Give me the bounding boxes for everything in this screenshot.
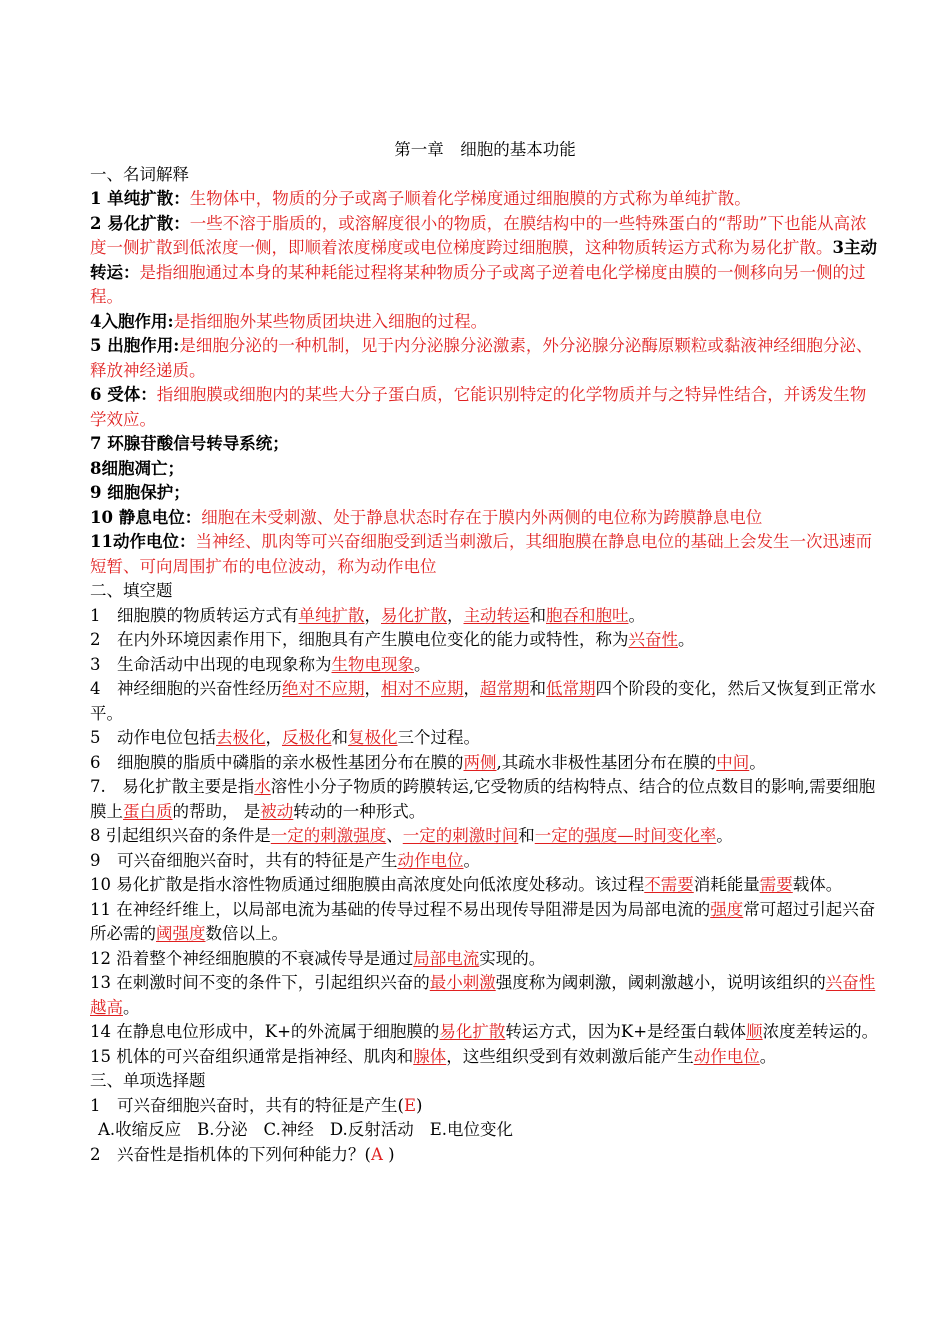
question-text: 和 (529, 679, 546, 698)
question-text: ， (463, 679, 480, 698)
question-text: 消耗能量 (693, 875, 760, 894)
fill-question-6 (90, 751, 880, 776)
option-c: C.神经 (263, 1120, 314, 1139)
question-text: 四个阶段的变化，然后又恢复到正常水平。 (90, 679, 876, 723)
term-label: 6 受体： (90, 385, 157, 404)
question-text: 6 细胞膜的脂质中磷脂的亲水极性基团分布在膜的 (90, 752, 464, 772)
term-2 (90, 212, 880, 310)
term-label: 5 出胞作用: (90, 336, 180, 355)
answer-blank: 单纯扩散 (298, 605, 365, 625)
option-d: D.反射活动 (329, 1120, 414, 1139)
term-4 (90, 310, 880, 335)
question-text: 实现的。 (479, 948, 546, 968)
question-text: 8 引起组织兴奋的条件是 (90, 826, 271, 845)
question-text: 溶性小分子物质的跨膜转运,它受物质的结构特点、结合的位点数目的影响,需要细胞膜上 (90, 777, 876, 821)
question-text: 4 神经细胞的兴奋性经历 (90, 679, 282, 698)
question-text: 1 可兴奋细胞兴奋时，共有的特征是产生( (90, 1095, 404, 1115)
choice-question-2 (90, 1143, 880, 1168)
question-text: 三个过程。 (397, 728, 480, 747)
answer-blank: 主动转运 (463, 605, 530, 625)
answer-blank: 低常期 (546, 679, 596, 698)
question-text: 5 动作电位包括 (90, 728, 216, 747)
answer-blank: 一定的刺激时间 (402, 826, 519, 845)
term-definition: 细胞在未受刺激、处于静息状态时存在于膜内外两侧的电位称为跨膜静息电位 (201, 507, 763, 527)
question-text: 载体。 (792, 875, 843, 894)
term-label: 4入胞作用: (90, 311, 174, 331)
answer-blank: 局部电流 (413, 948, 480, 968)
fill-question-8 (90, 824, 880, 849)
question-text: 12 沿着整个神经细胞膜的不衰减传导是通过 (90, 948, 414, 968)
fill-question-14 (90, 1020, 880, 1045)
fill-question-1 (90, 604, 880, 629)
option-e: E.电位变化 (429, 1120, 514, 1139)
question-text: 。 (628, 605, 645, 625)
question-text: 10 易化扩散是指水溶性物质通过细胞膜由高浓度处向低浓度处移动。该过程 (90, 875, 645, 894)
term-6 (90, 383, 880, 432)
term-1 (90, 187, 880, 212)
question-text: 15 机体的可兴奋组织通常是指神经、肌肉和 (90, 1046, 414, 1066)
choice-question-1 (90, 1094, 880, 1119)
answer-blank: 一定的强度—时间变化率 (534, 826, 717, 845)
answer-blank: 去极化 (216, 728, 266, 747)
chapter-title: 第一章 细胞的基本功能 (394, 140, 576, 159)
answer-blank: 中间 (716, 752, 750, 772)
answer-blank: 顺 (746, 1022, 763, 1041)
option-b: B.分泌 (197, 1120, 248, 1139)
question-text: ,其疏水非极性基团分布在膜的 (496, 752, 717, 772)
fill-question-13 (90, 971, 880, 1020)
question-text: 9 可兴奋细胞兴奋时，共有的特征是产生 (90, 850, 398, 870)
answer-blank: 易化扩散 (381, 605, 447, 625)
answer-choice: A (370, 1144, 383, 1164)
question-text: 的帮助， 是 (172, 801, 261, 821)
answer-blank: 需要 (759, 875, 793, 894)
answer-blank: 阈强度 (156, 924, 206, 943)
term-9: 9 细胞保护； (90, 483, 190, 502)
question-text: 浓度差转运的。 (762, 1022, 879, 1041)
fill-question-10 (90, 873, 880, 898)
term-definition: 是指细胞外某些物质团块进入细胞的过程。 (173, 311, 488, 331)
term-definition: 是细胞分泌的一种机制，见于内分泌腺分泌激素，外分泌腺分泌酶原颗粒或黏液神经细胞分泌、释放神经递质。 (90, 336, 873, 380)
section-heading-fill-blank: 二、填空题 (90, 581, 173, 600)
fill-question-12 (90, 947, 880, 972)
answer-blank: 蛋白质 (123, 801, 173, 821)
question-text: 14 在静息电位形成中，K+的外流属于细胞膜的 (90, 1022, 440, 1041)
question-text: 。 (716, 826, 733, 845)
question-text: 强度称为阈刺激，阈刺激越小，说明该组织的 (495, 973, 826, 992)
term-label: 3主动转运： (90, 238, 877, 282)
fill-question-15 (90, 1045, 880, 1070)
question-text: ， (364, 605, 381, 625)
term-definition: 当神经、肌肉等可兴奋细胞受到适当刺激后，其细胞膜在静息电位的基础上会发生一次迅速而短暂、可向周围扩布的电位波动，称为动作电位 (90, 532, 872, 576)
answer-blank: 绝对不应期 (282, 679, 365, 698)
term-definition: 指细胞膜或细胞内的某些大分子蛋白质，它能识别特定的化学物质并与之特异性结合，并诱发生物学效应。 (90, 385, 867, 429)
fill-question-3 (90, 653, 880, 678)
term-label: 1 单纯扩散： (90, 189, 190, 208)
question-text: 。 (123, 997, 140, 1017)
answer-blank: 兴奋性越高 (90, 973, 876, 1017)
answer-choice: E (403, 1095, 416, 1115)
term-10 (90, 506, 880, 531)
fill-question-7 (90, 775, 880, 824)
fill-question-4 (90, 677, 880, 726)
question-text: 转动的一种形式。 (293, 801, 426, 821)
answer-blank: 被动 (260, 801, 294, 821)
question-text: 。 (749, 752, 766, 772)
term-label: 10 静息电位： (90, 507, 202, 527)
answer-blank: 动作电位 (693, 1046, 760, 1066)
fill-question-11 (90, 898, 880, 947)
question-text: ，这些组织受到有效刺激后能产生 (446, 1046, 694, 1066)
question-text: ) (415, 1095, 423, 1115)
choice-options (90, 1118, 880, 1143)
answer-blank: 反极化 (282, 728, 332, 747)
answer-blank: 相对不应期 (381, 679, 464, 698)
question-text: 。 (759, 1046, 777, 1066)
answer-blank: 腺体 (413, 1046, 447, 1066)
question-text: 和 (529, 605, 546, 625)
answer-blank: 不需要 (644, 875, 694, 894)
section-heading-definitions: 一、名词解释 (90, 164, 189, 184)
question-text: 和 (518, 826, 535, 845)
term-definition: 一些不溶于脂质的，或溶解度很小的物质，在膜结构中的一些特殊蛋白的“帮助”下也能从高浓度一侧扩散到低浓度一侧，即顺着浓度梯度或电位梯度跨过细胞膜，这种物质转运方式称为易化扩散。 (90, 213, 867, 257)
question-text: 。 (414, 654, 431, 674)
question-text: 11 在神经纤维上，以局部电流为基础的传导过程不易出现传导阻滞是因为局部电流的 (90, 899, 711, 919)
question-text: 数倍以上。 (205, 924, 288, 943)
answer-blank: 动作电位 (397, 850, 464, 870)
question-text: 、 (386, 826, 403, 845)
term-8: 8细胞凋亡； (90, 458, 184, 478)
question-text: 13 在刺激时间不变的条件下，引起组织兴奋的 (90, 973, 430, 992)
answer-blank: 生物电现象 (331, 654, 414, 674)
term-label: 2 易化扩散： (90, 213, 190, 233)
question-text: ) (382, 1144, 395, 1164)
term-5 (90, 334, 880, 383)
answer-blank: 易化扩散 (439, 1022, 506, 1041)
answer-blank: 最小刺激 (429, 973, 496, 992)
answer-blank: 强度 (710, 899, 744, 919)
question-text: 和 (331, 728, 348, 747)
answer-blank: 两侧 (463, 752, 497, 772)
answer-blank: 复极化 (348, 728, 398, 747)
document-page (90, 138, 880, 1167)
question-text: ， (364, 679, 381, 698)
fill-question-9 (90, 849, 880, 874)
answer-blank: 一定的刺激强度 (270, 826, 387, 845)
answer-blank: 胞吞和胞吐 (546, 605, 629, 625)
question-text: 2 兴奋性是指机体的下列何种能力？( (90, 1144, 371, 1164)
term-11 (90, 530, 880, 579)
option-a: A.收缩反应 (98, 1120, 182, 1139)
question-text: ， (447, 605, 464, 625)
question-text: ， (265, 728, 282, 747)
section-heading-single-choice: 三、单项选择题 (90, 1071, 206, 1090)
question-text: 。 (463, 850, 480, 870)
term-definition: 生物体中，物质的分子或离子顺着化学梯度通过细胞膜的方式称为单纯扩散。 (189, 189, 751, 208)
question-text: 3 生命活动中出现的电现象称为 (90, 654, 332, 674)
question-text: 1 细胞膜的物质转运方式有 (90, 605, 299, 625)
answer-blank: 水 (254, 777, 271, 796)
answer-blank: 兴奋性 (628, 630, 678, 649)
term-7: 7 环腺苷酸信号转导系统； (90, 434, 289, 453)
question-text: 7. 易化扩散主要是指 (90, 777, 255, 796)
answer-blank: 超常期 (480, 679, 530, 698)
fill-question-2 (90, 628, 880, 653)
term-definition: 是指细胞通过本身的某种耗能过程将某种物质分子或离子逆着电化学梯度由膜的一侧移向另一侧的过程。 (90, 262, 866, 306)
question-text: 转运方式，因为K+是经蛋白载体 (505, 1022, 747, 1041)
question-text: 2 在内外环境因素作用下，细胞具有产生膜电位变化的能力或特性，称为 (90, 630, 629, 649)
question-text: 。 (678, 630, 695, 649)
term-label: 11动作电位： (90, 532, 196, 551)
fill-question-5 (90, 726, 880, 751)
question-text: 常可超过引起兴奋所必需的 (90, 899, 876, 943)
